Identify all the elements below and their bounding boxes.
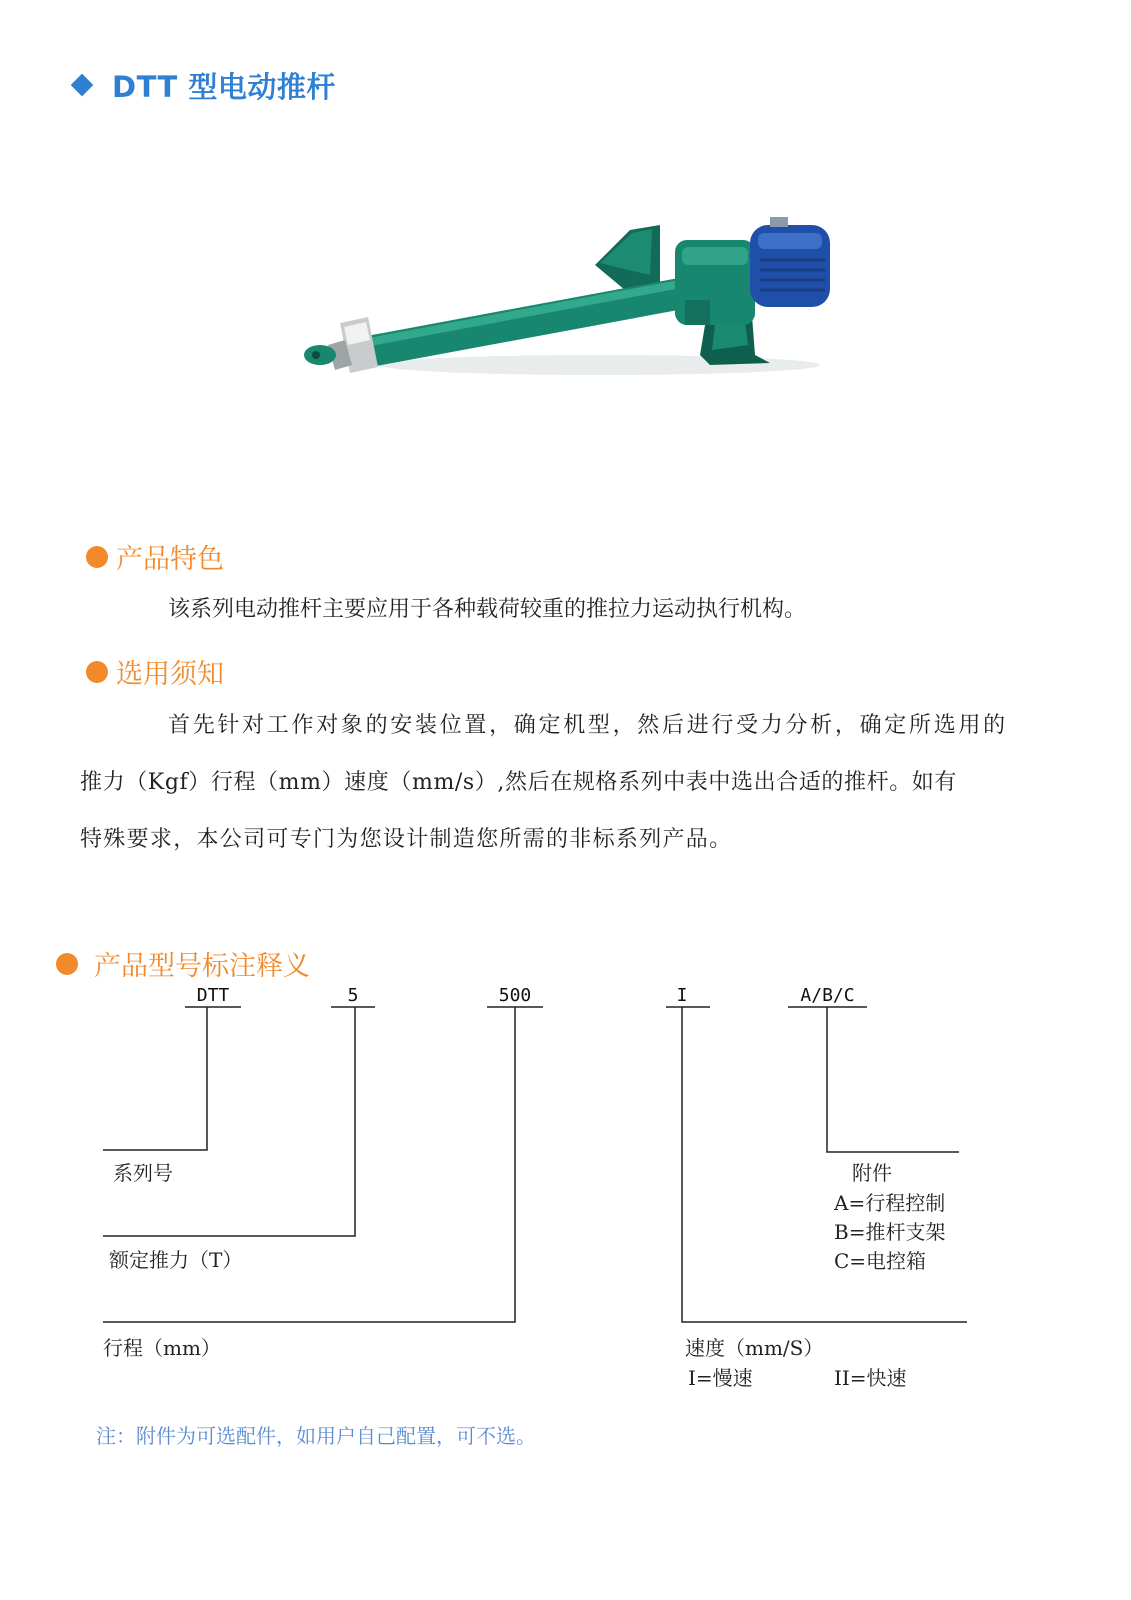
label-accessory-b: B=推杆支架 [834, 1220, 946, 1244]
label-speed-fast: II=快速 [834, 1366, 907, 1390]
label-accessory-c: C=电控箱 [834, 1249, 927, 1273]
label-stroke: 行程（mm） [103, 1336, 221, 1360]
leader-line-accessory [827, 1007, 959, 1152]
selection-text-line: 推力（Kgf）行程（mm）速度（mm/s）,然后在规格系列中表中选出合适的推杆。如有 [80, 770, 958, 795]
label-speed: 速度（mm/S） [685, 1336, 824, 1360]
leader-line-series [103, 1007, 207, 1150]
label-accessory: 附件 [852, 1161, 892, 1185]
code-accessory: A/B/C [800, 985, 855, 1006]
selection-text-line: 首先针对工作对象的安装位置，确定机型，然后进行受力分析，确定所选用的 [168, 713, 1008, 738]
leader-line-speed [682, 1007, 967, 1322]
label-thrust: 额定推力（T） [109, 1248, 243, 1272]
label-speed-slow: I=慢速 [688, 1366, 753, 1390]
page-title: DTT 型电动推杆 [112, 69, 336, 104]
features-text: 该系列电动推杆主要应用于各种载荷较重的推拉力运动执行机构。 [168, 597, 807, 622]
selection-heading-text: 选用须知 [116, 659, 224, 690]
features-heading-text: 产品特色 [116, 544, 224, 575]
footnote: 注：附件为可选配件，如用户自己配置，可不选。 [96, 1424, 536, 1448]
code-thrust: 5 [347, 985, 359, 1006]
label-series: 系列号 [113, 1161, 173, 1185]
code-series: DTT [196, 985, 230, 1006]
code-stroke: 500 [498, 985, 532, 1006]
code-speed: I [676, 985, 688, 1006]
model-heading-text: 产品型号标注释义 [94, 951, 310, 982]
selection-text-line: 特殊要求，本公司可专门为您设计制造您所需的非标系列产品。 [80, 827, 733, 852]
leader-line-thrust [103, 1007, 355, 1236]
label-accessory-a: A=行程控制 [834, 1191, 946, 1215]
